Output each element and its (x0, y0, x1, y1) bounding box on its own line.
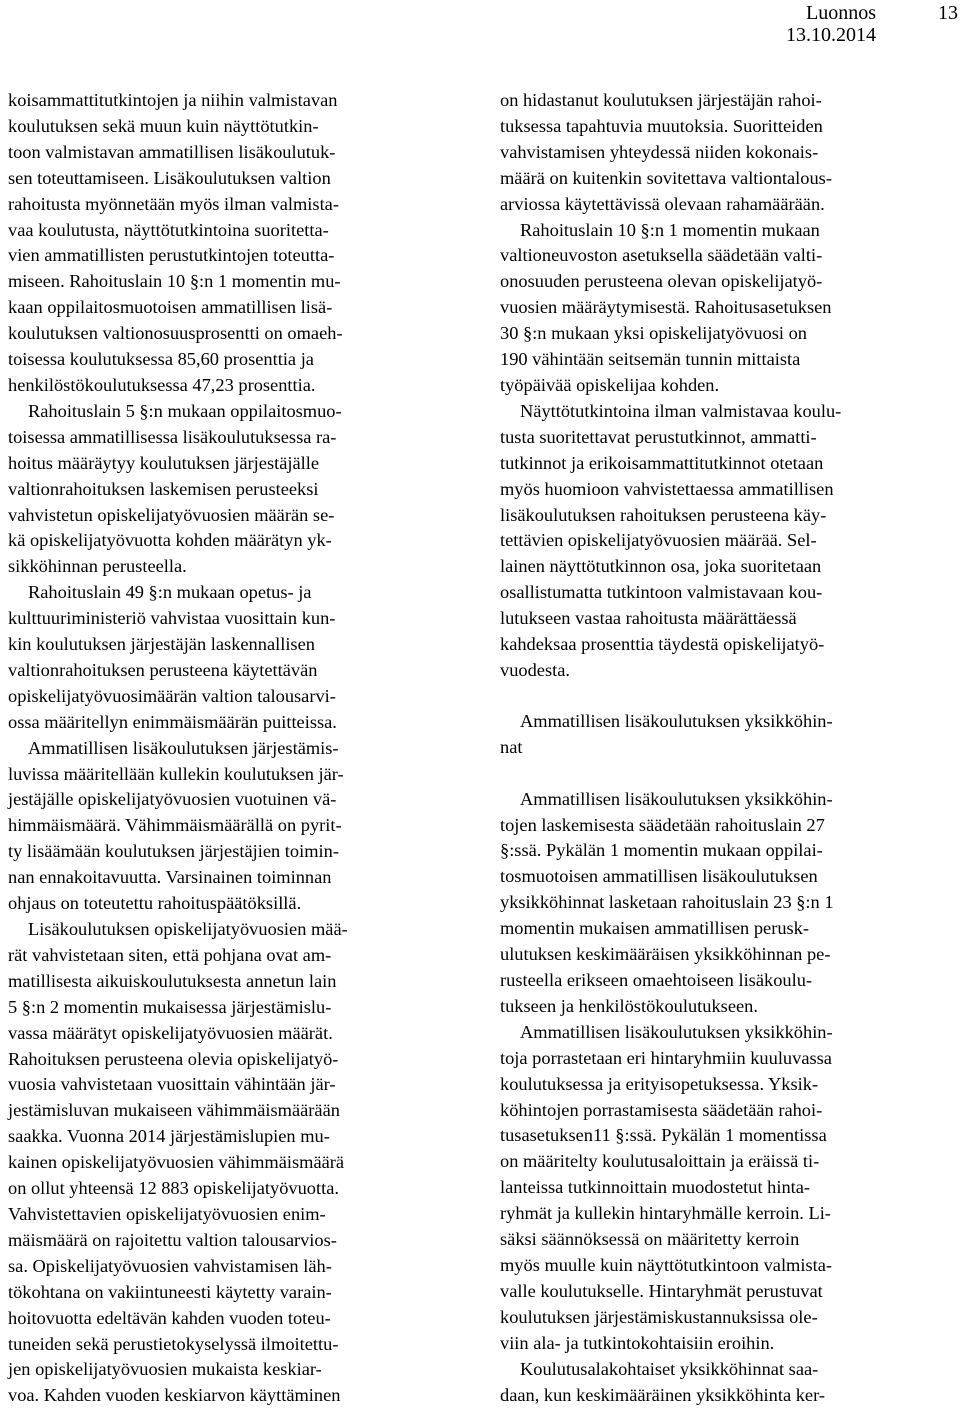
paragraph: Lisäkoulutuksen opiskelijatyövuosien mää- rät vahvistetaan siten, että pohjana ovat am- matillisesta aikuiskoulutuksesta annetun lain 5 §:n 2 momentin mukaisessa järjestämislu- vassa määrätyt opiskelijatyövuosien määrät. Rahoituksen perusteena olevia opiskelijatyö- vuosia vahvistetaan vuosittain vähintään jär- jestämisluvan mukaiseen vähimmäismäärään saakka. Vuonna 2014 järjestämislupien mu- kainen opiskelijatyövuosien vähimmäismäärä on ollut yhteensä 12 883 opiskelijatyövuotta. Vahvistettavien opiskelijatyövuosien enim- mäismäärä on rajoitettu valtion talousarvios- sa. Opiskelijatyövuosien vahvistamisen läh- tökohtana on vakiintuneesti käytetty varain- hoitovuotta edeltävän kahden vuoden toteu- tuneiden sekä perustietokyselyssä ilmoitettu- jen opiskelijatyövuosien mukaista keskiar- voa. Kahden vuoden keskiarvon käyttäminen (8, 919, 348, 1406)
paragraph: koisammattitutkintojen ja niihin valmistavan koulutuksen sekä muun kuin näyttötutkin- toon valmistavan ammatillisen lisäkoulutuk- sen toteuttamiseen. Lisäkoulutuksen valtion rahoitusta myönnetään myös ilman valmista- vaa koulutusta, näyttötutkintoina suoritetta- vien ammatillisten perustutkintojen toteutta- miseen. Rahoituslain 10 §:n 1 momentin mu- kaan oppilaitosmuotoisen ammatillisen lisä- koulutuksen valtionosuusprosentti on omaeh- toisessa koulutuksessa 85,60 prosenttia ja henkilöstökoulutuksessa 47,23 prosenttia. (8, 90, 343, 395)
paragraph: Rahoituslain 49 §:n mukaan opetus- ja kulttuuriministeriö vahvistaa vuosittain kun- kin koulutuksen järjestäjän laskennallisen valtionrahoituksen perusteena käytettävän opiskelijatyövuosimäärän valtion talousarvi- ossa määritellyn enimmäismäärän puitteissa. (8, 582, 337, 732)
section-heading: Ammatillisen lisäkoulutuksen yksikköhin- nat (500, 710, 833, 757)
draft-date-block (786, 2, 876, 46)
page-number: 13 (938, 2, 958, 24)
paragraph: Ammatillisen lisäkoulutuksen yksikköhin- tojen laskemisesta säädetään rahoituslain 27 §:ssä. Pykälän 1 momentin mukaan oppilai- tosmuotoisen ammatillisen lisäkoulutuksen yksikköhinnat lasketaan rahoituslain 23 §:n 1 momentin mukaisen ammatillisen perusk- ulutuksen keskimääräisen yksikköhinnan pe- rusteella erikseen omaehtoiseen lisäkoulu- tukseen ja henkilöstökoulutukseen. (500, 788, 834, 1016)
paragraph: Ammatillisen lisäkoulutuksen järjestämis- luvissa määritellään kullekin koulutuksen jär- jestäjälle opiskelijatyövuosien vuotuinen vä- himmäismäärä. Vähimmäismäärällä on pyrit- ty lisäämään koulutuksen järjestäjien toimin- nan ennakoitavuutta. Varsinainen toiminnan ohjaus on toteutettu rahoituspäätöksillä. (8, 737, 344, 914)
right-column (500, 88, 952, 1408)
paragraph: on hidastanut koulutuksen järjestäjän rahoi- tuksessa tapahtuvia muutoksia. Suoritteiden vahvistamisen yhteydessä niiden kokonais- määrä on kuitenkin sovitettava valtiontalous- arviossa käytettävissä olevaan rahamäärään. (500, 90, 832, 214)
paragraph: Rahoituslain 10 §:n 1 momentin mukaan valtioneuvoston asetuksella säädetään valti- onosuuden perusteena olevan opiskelijatyö- vuosien määräytymisestä. Rahoitusasetuksen 30 §:n mukaan yksi opiskelijatyövuosi on 190 vähintään seitsemän tunnin mittaista työpäivää opiskelijaa kohden. (500, 219, 832, 395)
page-header (0, 2, 960, 48)
draft-date: 13.10.2014 (786, 24, 876, 46)
draft-status: Luonnos (806, 2, 876, 24)
paragraph: Ammatillisen lisäkoulutuksen yksikköhin- toja porrastetaan eri hintaryhmiin kuuluvassa koulutuksessa ja erityisopetuksessa. Yksik- köhintojen porrastamisesta säädetään rahoi- tusasetuksen11 §:ssä. Pykälän 1 momentissa on määritelty koulutusaloittain ja eräissä ti- lanteissa tutkinnoittain muodostetut hinta- ryhmät ja kullekin hintaryhmälle kerroin. Li- säksi säännöksessä on määritetty kerroin myös muulle kuin näyttötutkintoon valmista- valle koulutukselle. Hintaryhmät perustuvat koulutuksen järjestämiskustannuksissa ole- viin ala- ja tutkintokohtaisiin eroihin. (500, 1021, 833, 1353)
left-column (8, 88, 460, 1409)
paragraph: Koulutusalakohtaiset yksikköhinnat saa- daan, kun keskimääräinen yksikköhinta ker- (500, 1358, 825, 1405)
paragraph: Rahoituslain 5 §:n mukaan oppilaitosmuo- toisessa ammatillisessa lisäkoulutuksessa ra- hoitus määräytyy koulutuksen järjestäjälle valtionrahoituksen laskemisen perusteeksi vahvistetun opiskelijatyövuosien määrän se- kä opiskelijatyövuotta kohden määrätyn yk- sikköhinnan perusteella. (8, 400, 342, 577)
paragraph: Näyttötutkintoina ilman valmistavaa koulu- tusta suoritettavat perustutkinnot, ammatti- tutkinnot ja erikoisammattitutkinnot otetaan myös huomioon vahvistettaessa ammatillisen lisäkoulutuksen rahoituksen perusteena käy- tettävien opiskelijatyövuosien määrää. Sel- lainen näyttötutkinnon osa, joka suoritetaan osallistumatta tutkintoon valmistavaan kou- lutukseen vastaa rahoitusta määrättäessä kahdeksaa prosenttia täydestä opiskelijatyö- vuodesta. (500, 400, 842, 680)
